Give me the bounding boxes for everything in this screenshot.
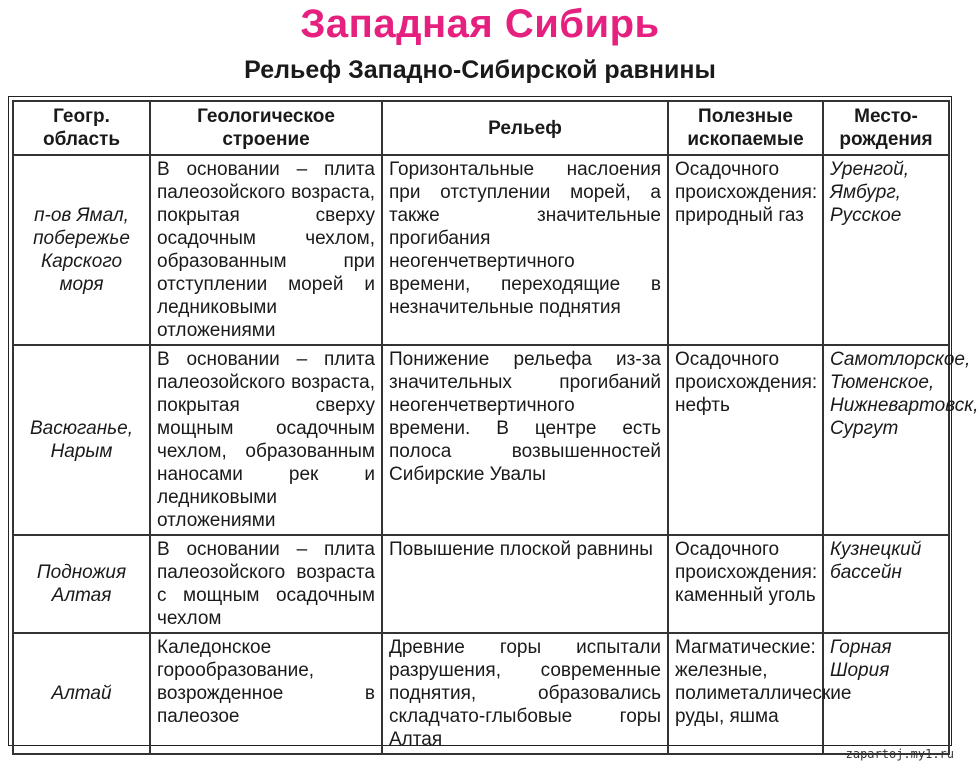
cell-geology: В основании – плита палеозойского возраста, покрытая сверху осадочным чехлом, образованным при отступлении морей и ледниковыми отложениями [150,155,382,345]
table-row [13,155,949,345]
cell-relief: Повышение плоской равнины [382,535,668,633]
cell-relief: Горизонтальные наслоения при отступлении морей, а также значительные прогибания неогенчетвертичного времени, переходящие в незначительные поднятия [382,155,668,345]
cell-region: Васюганье, Нарым [13,345,150,535]
cell-deposits: Уренгой, Ямбург, Русское [823,155,949,345]
cell-relief: Понижение рельефа из-за значительных прогибаний неогенчетвертичного времени. В центре есть полоса возвышенностей Сибирские Увалы [382,345,668,535]
cell-deposits: Кузнецкий бассейн [823,535,949,633]
header-region: Геогр. область [13,101,150,155]
cell-minerals: Осадочного происхождения: природный газ [668,155,823,345]
cell-geology: Каледонское горообразование, возрожденное в палеозое [150,633,382,754]
cell-region: п-ов Ямал, побережье Карского моря [13,155,150,345]
cell-minerals: Магматические: железные, полиметаллические руды, яшма [668,633,823,754]
cell-region: Подножия Алтая [13,535,150,633]
table-header-row [13,101,949,155]
cell-minerals: Осадочного происхождения: нефть [668,345,823,535]
header-relief: Рельеф [382,101,668,155]
relief-table [12,100,978,755]
table-row [13,535,949,633]
header-deposits: Место-рождения [823,101,949,155]
table-frame [8,96,978,750]
cell-relief: Древние горы испытали разрушения, современные поднятия, образовались складчато-глыбовые горы Алтая [382,633,668,754]
cell-geology: В основании – плита палеозойского возраста с мощным осадочным чехлом [150,535,382,633]
header-geology: Геологическое строение [150,101,382,155]
page-title: Западная Сибирь [300,2,660,46]
cell-deposits: Самотлорское, Тюменское, Нижневартовск, Сургут [823,345,949,535]
page-subtitle: Рельеф Западно-Сибирской равнины [244,56,716,84]
cell-geology: В основании – плита палеозойского возраста, покрытая сверху мощным осадочным чехлом, образованным наносами рек и ледниковыми отложениями [150,345,382,535]
table-row [13,633,949,754]
watermark: zapartoj.my1.ru [845,747,954,761]
table-row [13,345,949,535]
cell-minerals: Осадочного происхождения: каменный уголь [668,535,823,633]
cell-deposits: Горная Шория [823,633,949,754]
header-minerals: Полезные ископаемые [668,101,823,155]
cell-region: Алтай [13,633,150,754]
